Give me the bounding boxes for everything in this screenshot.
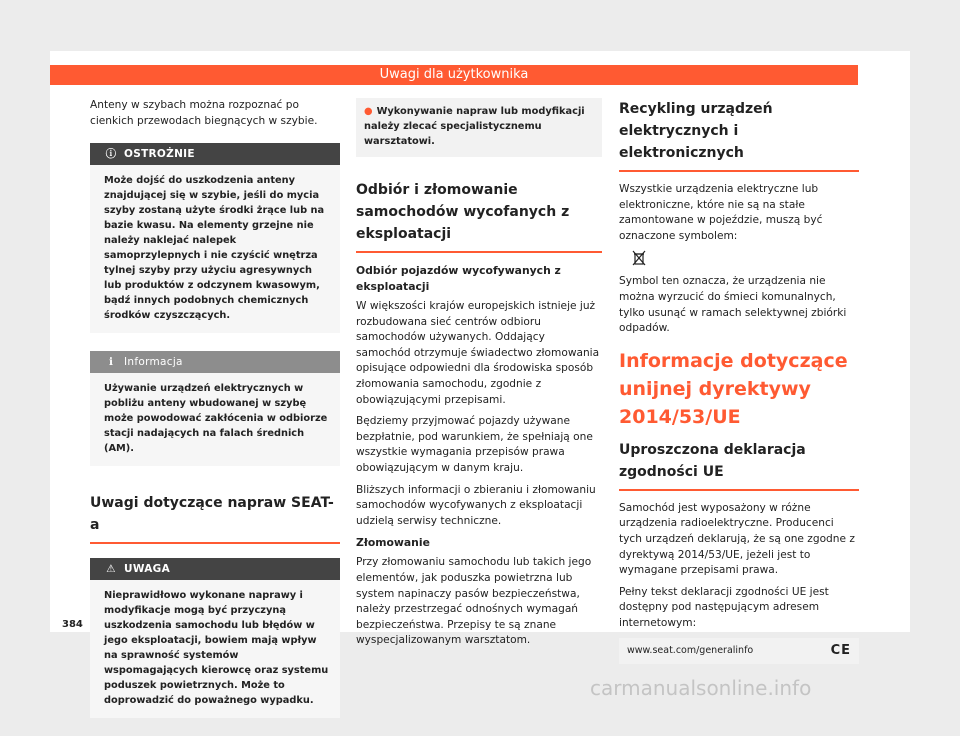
- column-2: [356, 98, 602, 655]
- info-circle-icon: ⓘ: [105, 148, 117, 161]
- watermark: carmanualsonline.info: [590, 676, 812, 700]
- ce-mark-icon: CE: [830, 643, 851, 658]
- crossed-bin-icon: [619, 250, 659, 270]
- collection-text-2: Będziemy przyjmować pojazdy używane bezpłatnie, pod warunkiem, że spełniają one wszystkie wymagania przepisów prawa obowiązującym w danym kraju.: [356, 415, 593, 474]
- collection-subheading: Odbiór pojazdów wycofywanych z eksploatacji: [356, 264, 561, 293]
- repairs-heading: Uwagi dotyczące napraw SEAT-a: [90, 492, 340, 544]
- column-3: [619, 98, 859, 664]
- caution-label: OSTROŻNIE: [124, 148, 195, 161]
- page-header: Uwagi dla użytkownika: [50, 65, 858, 85]
- collection-text-1: W większości krajów europejskich istnieje już rozbudowana sieć centrów odbioru samochodów używanych. Oddający samochód otrzymuje świadectwo złomowania opisujące odpowiedni dla środowiska sposób złomowania samochodu, zgodnie z obowiązującymi przepisami.: [356, 300, 600, 406]
- bullet-icon: ●: [364, 106, 373, 117]
- recycling-text-2: Symbol ten oznacza, że urządzenia nie można wyrzucić do śmieci komunalnych, tylko usunąć w ramach selektywnej zbiórki odpadów.: [619, 275, 847, 335]
- info-text: Używanie urządzeń elektrycznych w pobliżu anteny wbudowanej w szybę może powodować zakłócenia w odbiorze stacji nadających na falach średnich (AM).: [104, 383, 328, 455]
- disposal-heading: Odbiór i złomowanie samochodów wycofanych z eksploatacji: [356, 179, 602, 253]
- collection-text-3: Bliższych informacji o zbieraniu i złomowaniu samochodów wycofywanych z eksploatacji udzielą serwisy techniczne.: [356, 483, 596, 527]
- scrapping-subheading: Złomowanie: [356, 536, 430, 550]
- recycling-text-1: Wszystkie urządzenia elektryczne lub elektroniczne, które nie są na stałe zamontowane w pojeździe, muszą być oznaczone symbolem:: [619, 183, 823, 242]
- bullet-text: Wykonywanie napraw lub modyfikacji należy zlecać specjalistycznemu warsztatowi.: [364, 106, 585, 147]
- recycling-heading: Recykling urządzeń elektrycznych i elektronicznych: [619, 98, 859, 172]
- caution-text: Może dojść do uszkodzenia anteny znajdującej się w szybie, jeśli do mycia szyby zostaną użyte środki żrące lub na bazie kwasu. Na elementy grzejne nie należy naklejać nalepek samoprzylepnych i nie czyścić wnętrza tylnej szyby przy użyciu agresywnych lub produktów z odczynem kwasowym, bądź innych podobnych chemicznych środków czyszczących.: [104, 175, 325, 322]
- declaration-text-2: Pełny tekst deklaracji zgodności UE jest dostępny pod następującym adresem internetowym:: [619, 585, 829, 629]
- caution-box: [90, 143, 340, 333]
- info-square-icon: ℹ: [108, 356, 114, 369]
- info-label: Informacja: [124, 356, 183, 369]
- general-info-link[interactable]: www.seat.com/generalinfo: [627, 645, 754, 656]
- warning-triangle-icon: ⚠: [106, 563, 116, 576]
- url-bar: [619, 638, 859, 664]
- intro-text: Anteny w szybach można rozpoznać po cienkich przewodach biegnących w szybie.: [90, 99, 318, 127]
- warning-label: UWAGA: [124, 563, 171, 576]
- column-1: [90, 98, 340, 736]
- warning-box: [90, 558, 340, 718]
- bullet-box: [356, 98, 602, 157]
- declaration-text-1: Samochód jest wyposażony w różne urządzenia radioelektryczne. Producenci tych urządzeń deklarują, że są one zgodne z dyrektywą 2014/53/UE, jeżeli jest to wymagane przepisami prawa.: [619, 501, 855, 577]
- page-number: 384: [62, 619, 83, 630]
- warning-header: [90, 558, 340, 580]
- scrapping-text: Przy złomowaniu samochodu lub takich jego elementów, jak poduszka powietrzna lub system napinaczy pasów bezpieczeństwa, należy przestrzegać odnośnych wymagań bezpieczeństwa. Przepisy te są znane wyspecjalizowanym warsztatom.: [356, 556, 592, 647]
- caution-header: [90, 143, 340, 165]
- declaration-heading: Uproszczona deklaracja zgodności UE: [619, 439, 859, 491]
- info-box: [90, 351, 340, 466]
- info-header: [90, 351, 340, 373]
- eu-directive-heading: Informacje dotyczące unijnej dyrektywy 2014/53/UE: [619, 349, 848, 428]
- warning-text: Nieprawidłowo wykonane naprawy i modyfikacje mogą być przyczyną uszkodzenia samochodu lub błędów w jego eksploatacji, bowiem mają wpływ na sprawność systemów wspomagających kierowcę oraz systemu poduszek powietrznych. Może to doprowadzić do poważnego wypadku.: [104, 590, 329, 707]
